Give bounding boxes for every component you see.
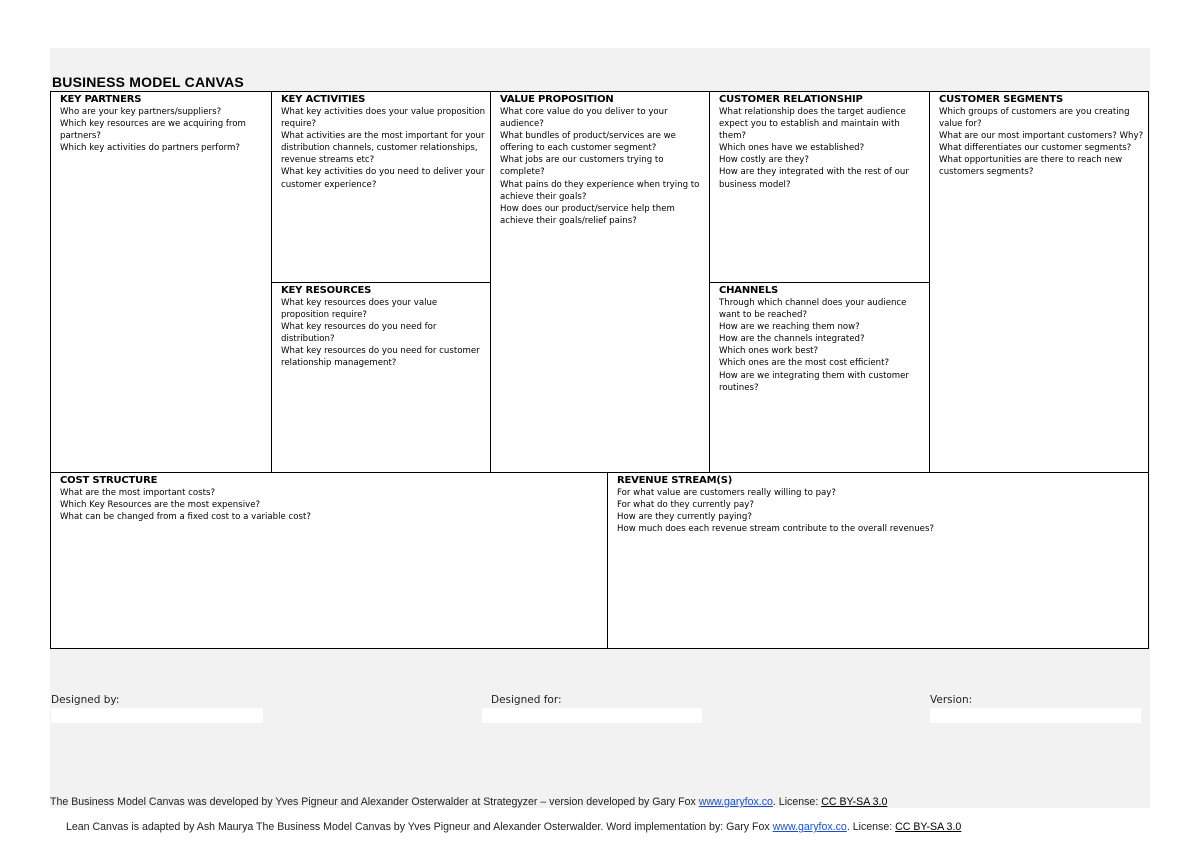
garyfox-link-2[interactable]: www.garyfox.co — [772, 821, 847, 833]
credit-line-1-mid: . License: — [772, 796, 822, 808]
key-resources-heading: KEY RESOURCES — [281, 285, 372, 296]
channels-block[interactable] — [709, 282, 930, 472]
credit-line-1 — [50, 796, 887, 808]
customer-segments-heading: CUSTOMER SEGMENTS — [939, 94, 1063, 105]
license-link-2[interactable]: CC BY-SA 3.0 — [895, 821, 962, 833]
garyfox-link[interactable]: www.garyfox.co — [698, 796, 773, 808]
key-activities-questions: What key activities does your value proposition require? What activities are the most important for your distribution channels, customer relationships, revenue streams etc? What key activities do you need to deliver your customer experience? — [281, 107, 486, 190]
key-resources-questions: What key resources does your value proposition require? What key resources do you need for distribution? What key resources do you need for customer relationship management? — [281, 298, 480, 369]
revenue-streams-questions: For what value are customers really willing to pay? For what do they currently pay? How are they currently paying? How much does each revenue stream contribute to the overall revenues? — [617, 488, 934, 535]
designed-by-label: Designed by: — [51, 694, 120, 706]
credit-line-2-text: Lean Canvas is adapted by Ash Maurya The Business Model Canvas by Yves Pigneur and Alexander Osterwalder. Word implementation by: Gary Fox — [66, 821, 773, 833]
version-input[interactable] — [930, 708, 1141, 723]
customer-segments-questions: Which groups of customers are you creating value for? What are our most important customers? Why? What differentiates our customer segments? What opportunities are there to reach new customers segments? — [939, 107, 1144, 178]
key-partners-questions: Who are your key partners/suppliers? Which key resources are we acquiring from partners? Which key activities do partners perform? — [60, 107, 246, 154]
customer-relationship-block[interactable] — [709, 92, 930, 282]
credit-line-2-mid: . License: — [846, 821, 896, 833]
customer-relationship-heading: CUSTOMER RELATIONSHIP — [719, 94, 863, 105]
key-activities-block[interactable] — [271, 92, 491, 282]
revenue-streams-block[interactable] — [607, 472, 1148, 648]
key-activities-heading: KEY ACTIVITIES — [281, 94, 366, 105]
key-partners-block[interactable] — [51, 92, 271, 472]
credit-line-1-text: The Business Model Canvas was developed by Yves Pigneur and Alexander Osterwalder at Strategyzer – version developed by Gary Fox — [50, 796, 699, 808]
channels-heading: CHANNELS — [719, 285, 778, 296]
revenue-streams-heading: REVENUE STREAM(S) — [617, 475, 733, 486]
page-title: BUSINESS MODEL CANVAS — [52, 74, 244, 90]
channels-questions: Through which channel does your audience want to be reached? How are we reaching them now? How are the channels integrated? Which ones work best? Which ones are the most cost efficient? How are we integrating them with customer routines? — [719, 298, 909, 393]
business-model-canvas — [50, 91, 1149, 649]
value-proposition-heading: VALUE PROPOSITION — [500, 94, 614, 105]
version-label: Version: — [930, 694, 973, 706]
key-resources-block[interactable] — [271, 282, 491, 472]
customer-relationship-questions: What relationship does the target audience expect you to establish and maintain with them? Which ones have we established? How costly are they? How are they integrated with the rest of our business model? — [719, 107, 909, 190]
cost-structure-block[interactable] — [51, 472, 608, 648]
cost-structure-questions: What are the most important costs? Which Key Resources are the most expensive? What can be changed from a fixed cost to a variable cost? — [60, 488, 311, 523]
designed-by-input[interactable] — [51, 708, 263, 723]
designed-for-input[interactable] — [482, 708, 702, 723]
customer-segments-block[interactable] — [929, 92, 1148, 472]
value-proposition-questions: What core value do you deliver to your audience? What bundles of product/services are we offering to each customer segment? What jobs are our customers trying to complete? What pains do they experience when trying to achieve their goals? How does our product/service help them achieve their goals/relief pains? — [500, 107, 700, 226]
cost-structure-heading: COST STRUCTURE — [60, 475, 158, 486]
designed-for-label: Designed for: — [491, 694, 562, 706]
key-partners-heading: KEY PARTNERS — [60, 94, 142, 105]
credit-line-2 — [66, 821, 961, 833]
license-link[interactable]: CC BY-SA 3.0 — [821, 796, 888, 808]
value-proposition-block[interactable] — [490, 92, 710, 472]
